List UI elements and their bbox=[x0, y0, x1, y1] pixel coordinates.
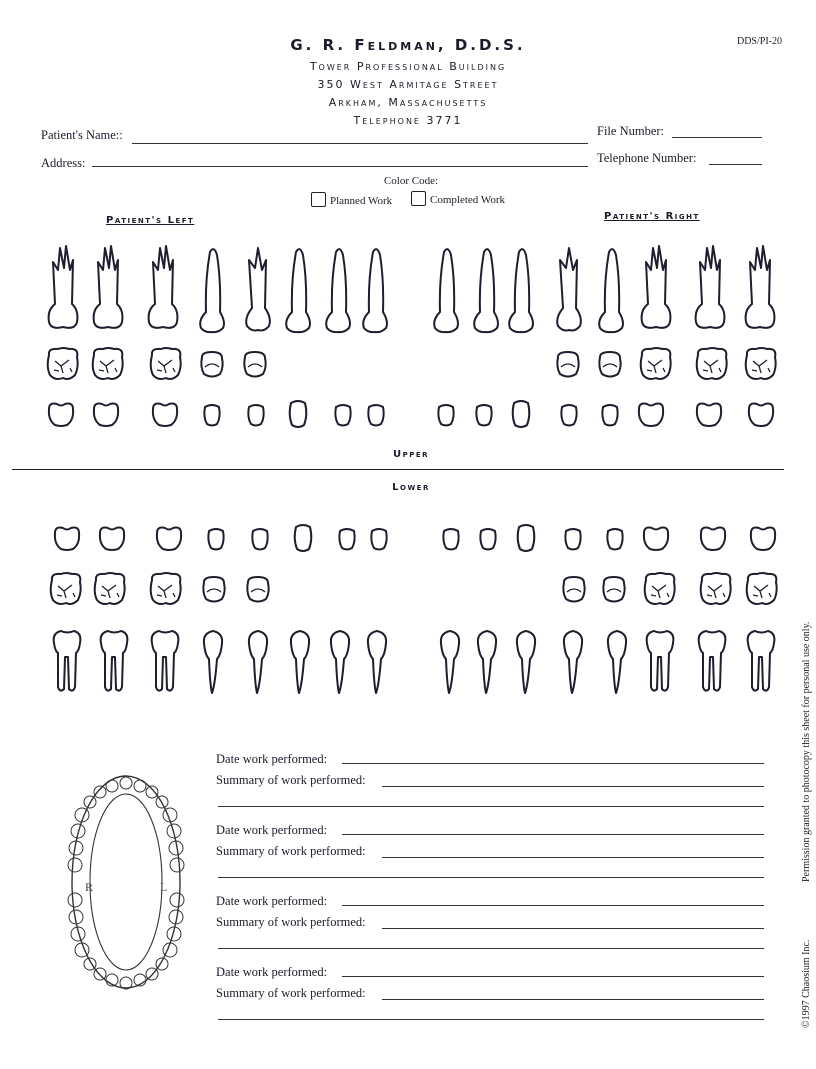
completed-work-option[interactable] bbox=[411, 191, 505, 206]
summary-label: Summary of work performed: bbox=[216, 986, 366, 1000]
telephone-number-input[interactable] bbox=[709, 164, 762, 165]
upper-occlusal[interactable] bbox=[599, 352, 620, 377]
planned-work-label: Planned Work bbox=[330, 195, 393, 207]
upper-incisal[interactable] bbox=[290, 401, 307, 427]
lower-teeth-incisal-view bbox=[55, 525, 775, 551]
lower-tooth[interactable] bbox=[101, 631, 128, 691]
date-input[interactable] bbox=[342, 763, 764, 764]
file-number-label: File Number: bbox=[597, 124, 665, 138]
copyright-note: ©1997 Chaosium Inc. bbox=[801, 939, 812, 1028]
upper-label: Upper bbox=[392, 449, 430, 460]
date-label: Date work performed: bbox=[216, 894, 328, 908]
lower-incisal[interactable] bbox=[443, 529, 458, 550]
upper-incisal[interactable] bbox=[561, 405, 576, 426]
upper-tooth[interactable] bbox=[557, 248, 581, 331]
upper-incisal[interactable] bbox=[49, 404, 73, 426]
upper-tooth[interactable] bbox=[696, 246, 725, 328]
work-entry bbox=[216, 892, 764, 963]
upper-tooth[interactable] bbox=[474, 249, 498, 332]
lower-tooth[interactable] bbox=[368, 631, 386, 693]
summary-input[interactable] bbox=[382, 999, 764, 1000]
patient-name-label: Patient's Name:: bbox=[41, 128, 123, 142]
work-entry bbox=[216, 821, 764, 892]
date-input[interactable] bbox=[342, 976, 764, 977]
lower-incisal[interactable] bbox=[100, 528, 124, 550]
patients-right-heading: Patient's Right bbox=[604, 211, 700, 222]
lower-tooth[interactable] bbox=[441, 631, 459, 693]
upper-tooth[interactable] bbox=[49, 246, 78, 328]
upper-incisal[interactable] bbox=[153, 404, 177, 426]
upper-teeth-incisal-view bbox=[49, 401, 773, 427]
upper-tooth[interactable] bbox=[599, 249, 623, 332]
form-code: DDS/PI-20 bbox=[736, 36, 782, 47]
upper-occlusal[interactable] bbox=[201, 352, 222, 377]
lower-incisal[interactable] bbox=[565, 529, 580, 550]
summary-input[interactable] bbox=[382, 786, 764, 787]
upper-incisal[interactable] bbox=[368, 405, 383, 426]
mouth-arch-diagram bbox=[60, 770, 192, 1000]
lower-incisal[interactable] bbox=[295, 525, 312, 551]
summary-input[interactable] bbox=[382, 857, 764, 858]
arch-left-label: L bbox=[160, 880, 168, 894]
lower-incisal[interactable] bbox=[644, 528, 668, 550]
telephone-number-label: Telephone Number: bbox=[597, 151, 697, 165]
upper-incisal[interactable] bbox=[335, 405, 350, 426]
planned-work-option[interactable] bbox=[311, 192, 392, 207]
patients-left-heading: Patient's Left bbox=[106, 215, 195, 226]
upper-occlusal[interactable] bbox=[244, 352, 265, 377]
lower-occlusal[interactable] bbox=[747, 573, 777, 604]
upper-tooth[interactable] bbox=[246, 248, 270, 331]
lower-occlusal[interactable] bbox=[247, 577, 268, 602]
upper-incisal[interactable] bbox=[248, 405, 263, 426]
lower-incisal[interactable] bbox=[701, 528, 725, 550]
lower-tooth[interactable] bbox=[608, 631, 626, 693]
street: 350 West Armitage Street bbox=[317, 78, 499, 91]
upper-tooth[interactable] bbox=[149, 246, 178, 328]
summary-input[interactable] bbox=[382, 928, 764, 929]
upper-teeth-side-view bbox=[49, 246, 775, 332]
date-label: Date work performed: bbox=[216, 752, 328, 766]
lower-incisal[interactable] bbox=[751, 528, 775, 550]
lower-tooth[interactable] bbox=[54, 631, 81, 691]
lower-tooth[interactable] bbox=[517, 631, 535, 693]
lower-label: Lower bbox=[392, 482, 430, 493]
upper-incisal[interactable] bbox=[513, 401, 530, 427]
summary-label: Summary of work performed: bbox=[216, 915, 366, 929]
lower-occlusal[interactable] bbox=[95, 573, 125, 604]
upper-incisal[interactable] bbox=[204, 405, 219, 426]
upper-tooth[interactable] bbox=[642, 246, 671, 328]
upper-occlusal[interactable] bbox=[697, 348, 727, 379]
lower-tooth[interactable] bbox=[249, 631, 267, 693]
upper-occlusal[interactable] bbox=[641, 348, 671, 379]
arch-right-label: R bbox=[85, 880, 94, 894]
summary-input-line-2[interactable] bbox=[218, 948, 764, 949]
address-input[interactable] bbox=[92, 166, 588, 167]
lower-incisal[interactable] bbox=[157, 528, 181, 550]
date-label: Date work performed: bbox=[216, 823, 328, 837]
date-input[interactable] bbox=[342, 905, 764, 906]
upper-occlusal[interactable] bbox=[48, 348, 78, 379]
lower-occlusal[interactable] bbox=[51, 573, 81, 604]
date-input[interactable] bbox=[342, 834, 764, 835]
lower-occlusal[interactable] bbox=[203, 577, 224, 602]
upper-teeth-occlusal-view bbox=[48, 348, 776, 379]
completed-work-label: Completed Work bbox=[430, 194, 505, 206]
upper-incisal[interactable] bbox=[602, 405, 617, 426]
upper-tooth[interactable] bbox=[746, 246, 775, 328]
patient-name-input[interactable] bbox=[132, 143, 588, 144]
upper-tooth[interactable] bbox=[509, 249, 533, 332]
lower-tooth[interactable] bbox=[748, 631, 775, 691]
upper-occlusal[interactable] bbox=[151, 348, 181, 379]
upper-incisal[interactable] bbox=[476, 405, 491, 426]
lower-incisal[interactable] bbox=[607, 529, 622, 550]
upper-incisal[interactable] bbox=[438, 405, 453, 426]
telephone: Telephone 3771 bbox=[353, 114, 463, 127]
date-label: Date work performed: bbox=[216, 965, 328, 979]
lower-tooth[interactable] bbox=[699, 631, 726, 691]
address-label: Address: bbox=[41, 156, 86, 170]
lower-occlusal[interactable] bbox=[603, 577, 624, 602]
lower-tooth[interactable] bbox=[647, 631, 674, 691]
lower-incisal[interactable] bbox=[480, 529, 495, 550]
lower-tooth[interactable] bbox=[331, 631, 349, 693]
upper-occlusal[interactable] bbox=[557, 352, 578, 377]
upper-tooth[interactable] bbox=[363, 249, 387, 332]
upper-tooth[interactable] bbox=[200, 249, 224, 332]
planned-work-checkbox[interactable] bbox=[311, 192, 326, 207]
color-code-label: Color Code: bbox=[383, 175, 439, 187]
lower-tooth[interactable] bbox=[478, 631, 496, 693]
teeth-chart bbox=[0, 235, 816, 725]
lower-tooth[interactable] bbox=[291, 631, 309, 693]
summary-label: Summary of work performed: bbox=[216, 773, 366, 787]
completed-work-checkbox[interactable] bbox=[411, 191, 426, 206]
upper-tooth[interactable] bbox=[434, 249, 458, 332]
lower-occlusal[interactable] bbox=[701, 573, 731, 604]
lower-tooth[interactable] bbox=[152, 631, 179, 691]
lower-incisal[interactable] bbox=[55, 528, 79, 550]
summary-label: Summary of work performed: bbox=[216, 844, 366, 858]
upper-tooth[interactable] bbox=[94, 246, 123, 328]
lower-tooth[interactable] bbox=[204, 631, 222, 693]
upper-occlusal[interactable] bbox=[93, 348, 123, 379]
upper-occlusal[interactable] bbox=[746, 348, 776, 379]
lower-incisal[interactable] bbox=[339, 529, 354, 550]
work-entry bbox=[216, 750, 764, 821]
lower-teeth-side-view bbox=[54, 631, 775, 693]
upper-incisal[interactable] bbox=[697, 404, 721, 426]
dentist-name: G. R. Feldman, D.D.S. bbox=[290, 36, 526, 54]
lower-incisal[interactable] bbox=[252, 529, 267, 550]
summary-input-line-2[interactable] bbox=[218, 806, 764, 807]
file-number-input[interactable] bbox=[672, 137, 762, 138]
upper-tooth[interactable] bbox=[326, 249, 350, 332]
upper-incisal[interactable] bbox=[94, 404, 118, 426]
lower-incisal[interactable] bbox=[208, 529, 223, 550]
lower-incisal[interactable] bbox=[518, 525, 535, 551]
summary-input-line-2[interactable] bbox=[218, 877, 764, 878]
summary-input-line-2[interactable] bbox=[218, 1019, 764, 1020]
building: Tower Professional Building bbox=[309, 60, 507, 73]
upper-incisal[interactable] bbox=[639, 404, 663, 426]
upper-incisal[interactable] bbox=[749, 404, 773, 426]
lower-incisal[interactable] bbox=[371, 529, 386, 550]
work-log bbox=[216, 750, 764, 1034]
upper-tooth[interactable] bbox=[286, 249, 310, 332]
work-entry bbox=[216, 963, 764, 1034]
permission-note: Permission granted to photocopy this sheet for personal use only. bbox=[801, 621, 812, 882]
lower-occlusal[interactable] bbox=[151, 573, 181, 604]
lower-teeth-occlusal-view bbox=[51, 573, 777, 604]
lower-occlusal[interactable] bbox=[563, 577, 584, 602]
city: Arkham, Massachusetts bbox=[328, 96, 488, 109]
lower-tooth[interactable] bbox=[564, 631, 582, 693]
lower-occlusal[interactable] bbox=[645, 573, 675, 604]
